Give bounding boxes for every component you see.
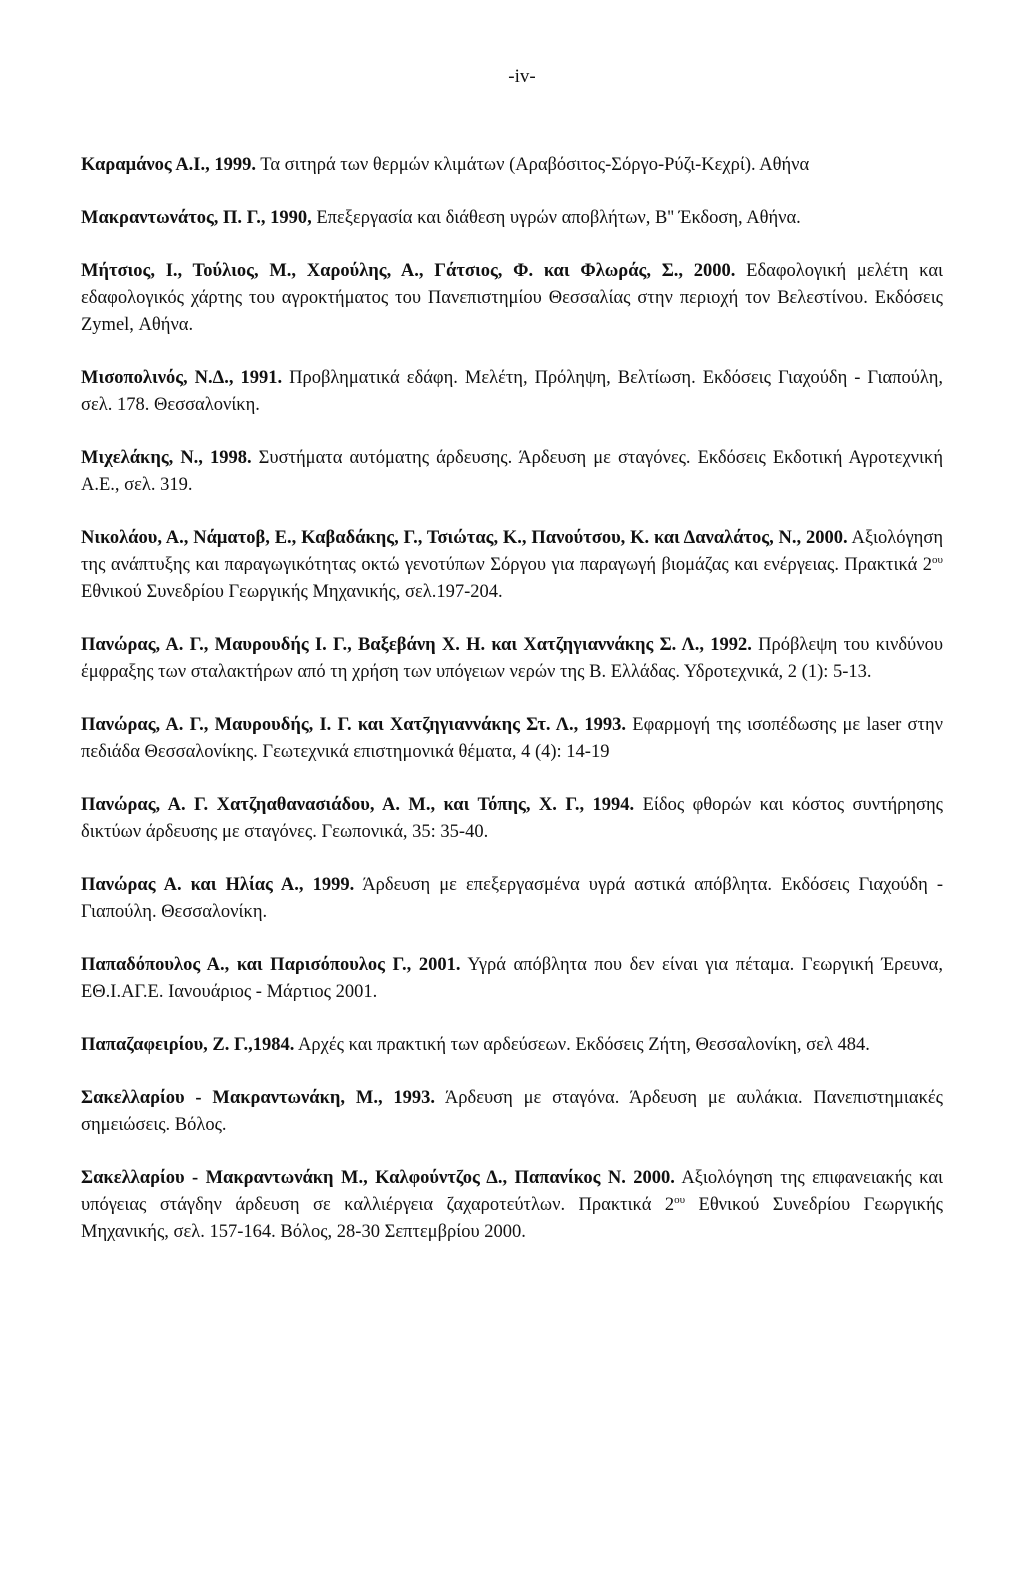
reference-text: Αξιολόγηση της επιφανειακής και υπόγειας στάγδην άρδευση σε καλλιέργεια ζαχαροτεύτλων. Πρακτικά 2 [81, 1168, 943, 1215]
reference-text: Υγρά απόβλητα που δεν είναι για πέταμα. Γεωργική Έρευνα, ΕΘ.Ι.ΑΓ.Ε. Ιανουάριος - Μάρτιος 2001. [81, 955, 944, 1002]
reference-entry [81, 1085, 943, 1139]
reference-text: Αξιολόγηση της ανάπτυξης και παραγωγικότητας οκτώ γενοτύπων Σόργου για παραγωγή βιομάζας και ενέργειας. Πρακτικά 2 [81, 528, 944, 575]
reference-authors: Παπαζαφειρίου, Ζ. Γ.,1984. [81, 1035, 295, 1055]
reference-entry [81, 952, 943, 1006]
reference-authors: Καραμάνος Α.Ι., 1999. [81, 155, 257, 175]
reference-authors: Νικολάου, Α., Νάματοβ, Ε., Καβαδάκης, Γ., Τσιώτας, Κ., Πανούτσου, Κ. και Δαναλάτος, Ν., 2000. [81, 528, 848, 548]
reference-entry [81, 365, 943, 419]
reference-text: Άρδευση με σταγόνα. Άρδευση με αυλάκια. Πανεπιστημιακές σημειώσεις. Βόλος. [81, 1088, 944, 1135]
reference-text: Αρχές και πρακτική των αρδεύσεων. Εκδόσεις Ζήτη, Θεσσαλονίκη, σελ 484. [294, 1035, 870, 1055]
reference-list [81, 152, 943, 1246]
reference-text-continued: Εθνικού Συνεδρίου Γεωργικής Μηχανικής, σελ.197-204. [81, 582, 503, 602]
reference-authors: Παπαδόπουλος Α., και Παρισόπουλος Γ., 2001. [81, 955, 461, 975]
reference-entry [81, 445, 943, 499]
reference-text: Τα σιτηρά των θερμών κλιμάτων (Αραβόσιτος-Σόργο-Ρύζι-Κεχρί). Αθήνα [256, 155, 810, 175]
reference-authors: Μήτσιος, Ι., Τούλιος, Μ., Χαρούλης, Α., Γάτσιος, Φ. και Φλωράς, Σ., 2000. [81, 261, 736, 281]
page-number: -iv- [508, 66, 536, 87]
reference-entry [81, 872, 943, 926]
reference-entry [81, 1032, 943, 1059]
reference-entry [81, 712, 943, 766]
reference-text: Εδαφολογική μελέτη και εδαφολογικός χάρτης του αγροκτήματος του Πανεπιστημίου Θεσσαλίας στην περιοχή τον Βελεστίνου. Εκδόσεις Zymel, Αθήνα. [81, 261, 943, 335]
reference-entry [81, 258, 943, 339]
reference-authors: Πανώρας, Α. Γ., Μαυρουδής, Ι. Γ. και Χατζηγιαννάκης Στ. Λ., 1993. [81, 715, 627, 735]
reference-text: Επεξεργασία και διάθεση υγρών αποβλήτων, Β'' Έκδοση, Αθήνα. [311, 208, 801, 228]
reference-entry [81, 525, 943, 606]
reference-entry [81, 205, 943, 232]
reference-authors: Σακελλαρίου - Μακραντωνάκη Μ., Καλφούντζος Δ., Παπανίκος Ν. 2000. [81, 1168, 675, 1188]
reference-text-continued: Εθνικού Συνεδρίου Γεωργικής Μηχανικής, σελ. 157-164. Βόλος, 28-30 Σεπτεμβρίου 2000. [81, 1195, 944, 1242]
reference-text: Άρδευση με επεξεργασμένα υγρά αστικά απόβλητα. Εκδόσεις Γιαχούδη - Γιαπούλη. Θεσσαλονίκη. [81, 875, 943, 922]
reference-entry [81, 792, 943, 846]
reference-text: Εφαρμογή της ισοπέδωσης με laser στην πεδιάδα Θεσσαλονίκης. Γεωτεχνικά επιστημονικά θέματα, 4 (4): 14-19 [81, 715, 943, 762]
reference-text: Προβληματικά εδάφη. Μελέτη, Πρόληψη, Βελτίωση. Εκδόσεις Γιαχούδη - Γιαπούλη, σελ. 178. Θεσσαλονίκη. [81, 368, 943, 415]
reference-entry [81, 152, 943, 179]
reference-entry [81, 1165, 943, 1246]
reference-superscript: ου [932, 553, 943, 566]
reference-authors: Μισοπολινός, Ν.Δ., 1991. [81, 368, 283, 388]
reference-text: Συστήματα αυτόματης άρδευσης. Άρδευση με σταγόνες. Εκδόσεις Εκδοτική Αγροτεχνική Α.Ε., σελ. 319. [81, 448, 943, 495]
reference-entry [81, 632, 943, 686]
reference-authors: Πανώρας, Α. Γ. Χατζηαθανασιάδου, Α. Μ., και Τόπης, Χ. Γ., 1994. [81, 795, 635, 815]
reference-authors: Μακραντωνάτος, Π. Γ., 1990, [81, 208, 312, 228]
reference-authors: Μιχελάκης, Ν., 1998. [81, 448, 252, 468]
reference-authors: Πανώρας Α. και Ηλίας Α., 1999. [81, 875, 355, 895]
reference-superscript: ου [674, 1193, 686, 1206]
reference-authors: Σακελλαρίου - Μακραντωνάκη, Μ., 1993. [81, 1088, 436, 1108]
reference-authors: Πανώρας, Α. Γ., Μαυρουδής Ι. Γ., Βαξεβάνη Χ. Η. και Χατζηγιαννάκης Σ. Λ., 1992. [81, 635, 752, 655]
reference-text: Είδος φθορών και κόστος συντήρησης δικτύων άρδευσης με σταγόνες. Γεωπονικά, 35: 35-40. [81, 795, 943, 842]
reference-text: Πρόβλεψη του κινδύνου έμφραξης των σταλακτήρων από τη χρήση των υπόγειων νερών της Β. Ελλάδας. Υδροτεχνικά, 2 (1): 5-13. [81, 635, 943, 682]
